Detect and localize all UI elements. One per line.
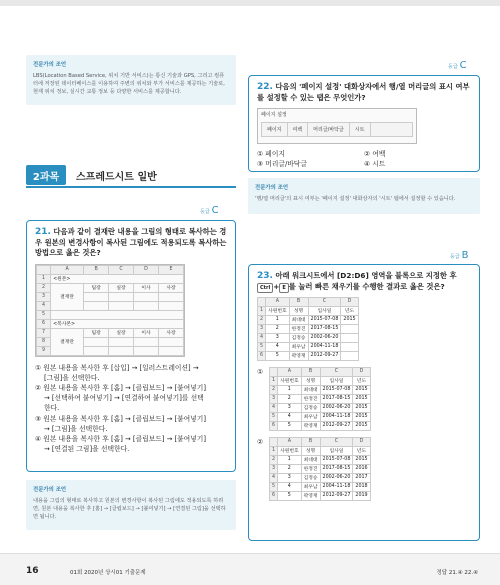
q23-grade: 등급 B (450, 250, 469, 261)
tab-sheet[interactable]: 시트 (350, 123, 371, 136)
footer-title: 01회 2020년 상시01 기출문제 (70, 570, 146, 576)
tip-title: 전문가의 조언 (255, 185, 289, 191)
tip-bottom (26, 480, 236, 530)
q21-sheet-image: A B C D E 1 <원본> 2 결재란 팀장 실장 이사 사장 3 4 5 6 <복사본> 7 결재란 팀장 실장 이사 사장 8 9 (35, 264, 185, 357)
q22-option-2[interactable]: ② 여백 (364, 150, 386, 158)
tip-title: 전문가의 조언 (33, 487, 67, 493)
tip-title: 전문가의 조언 (33, 62, 67, 68)
q22-grade: 등급 C (448, 60, 467, 71)
tab-margins[interactable]: 여백 (288, 123, 309, 136)
question-22 (248, 75, 480, 172)
tab-header-footer[interactable]: 머리글/바닥글 (308, 123, 350, 136)
page-number: 16 (26, 566, 39, 576)
question-23 (248, 264, 480, 541)
q22-option-3[interactable]: ③ 머리글/바닥글 (257, 160, 307, 169)
q21-grade: 등급 C (200, 205, 219, 216)
q21-option-1[interactable]: ① 원본 내용을 복사한 후 [삽입] → [일러스트레이션] → [그림]을 선택한다. (35, 363, 199, 382)
q22-option-4[interactable]: ④ 시트 (364, 160, 386, 169)
q23-option-1[interactable]: ① A B C D 1 사원번호 성명 입사일 년도 2 1 최대대 2015-07-08 2015 3 2 한정진 2017-08-15 2015 4 3 김정승 2002-06-20 2015 5 4 최우남 2004-11-18 2015 6 5 곽영재 2012-09-27 2015 (257, 367, 471, 431)
q22-title: 22. 다음의 '페이지 설정' 대화상자에서 행/열 머리글의 표시 여부를 설정할 수 있는 탭은 무엇인가? (257, 82, 470, 102)
q23-title: 23. 아래 워크시트에서 [D2:D6] 영역을 블록으로 지정한 후 Ctrl + E 를 눌러 빠른 채우기를 수행한 결과로 옳은 것은? (257, 271, 457, 291)
q22-options (257, 149, 471, 169)
q21-option-4[interactable]: ④ 원본 내용을 복사한 후 [홈] → [클립보드] → [붙여넣기] → [연결된 그림]을 선택한다. (35, 434, 207, 454)
dialog-tabs (261, 122, 413, 137)
subject-name: 스프레드시트 일반 (76, 171, 157, 183)
ctrl-key: Ctrl (257, 283, 273, 293)
question-21 (26, 220, 236, 472)
tip-top (26, 55, 236, 105)
q21-option-2[interactable]: ② 원본 내용을 복사한 후 [홈] → [클립보드] → [붙여넣기] → [선택하여 붙여넣기] → [연결하여 붙여넣기]를 선택 한다. (35, 383, 207, 413)
subject-number: 2과목 (26, 165, 66, 185)
q23-option-2[interactable]: ② A B C D 1 사원번호 성명 입사일 년도 2 1 최대대 2015-07-08 2015 3 2 한정진 2017-08-15 2016 4 3 김정승 2002-06-20 2017 5 4 최우남 2004-11-18 2018 6 5 곽영재 2012-09-27 2019 (257, 437, 471, 501)
page-setup-dialog (257, 108, 417, 144)
subject-header (26, 164, 236, 188)
tip-text: '행/열 머리글'의 표시 여부는 '페이지 설정' 대화상자의 '시트' 탭에서 설정할 수 있습니다. (255, 196, 456, 202)
tip-text: 내용을 그림의 형태로 복사하고 원본의 변경사항이 복사된 그림에도 적용되도록 하려면, 원본 내용을 복사한 후 [홈] → [클립보드] → [붙여넣기] → [연결된 그림]을 선택하면 됩니다. (33, 498, 226, 520)
page-footer (0, 553, 500, 585)
dialog-title: 페이지 설정 (261, 112, 287, 118)
tab-page[interactable]: 페이지 (262, 123, 288, 136)
q23-sheet: A B C D 1 사원번호 성명 입사일 년도 2 1 최대대 2015-07-08 2015 3 2 한정진 2017-08-15 4 3 김정승 2002-06-20 5 4 최우남 2004-11-18 6 5 곽영재 2012-09-27 (257, 297, 359, 361)
top-stripe (0, 0, 500, 6)
tip-right (248, 178, 480, 214)
answer-key: 정답 21.④ 22.④ (436, 570, 478, 576)
e-key: E (279, 283, 288, 293)
tip-text: LBS(Location Based Service, 위치 기반 서비스)는 통신 기술과 GPS, 그리고 컴퓨터에 저장된 데이터베이스를 이용하여 주변의 위치와 부가 서비스를 제공하는 기술로, 현재 위치 정보, 실시간 교통 정보 등 다양한 서비스를 제공합니다. (33, 73, 225, 95)
q22-option-1[interactable]: ① 페이지 (257, 150, 285, 158)
q21-title: 21. 다음과 같이 결재란 내용을 그림의 형태로 복사하는 경우 원본의 변경사항이 복사된 그림에도 적용되도록 복사하는 방법으로 옳은 것은? (35, 227, 227, 257)
q21-option-3[interactable]: ③ 원본 내용을 복사한 후 [홈] → [클립보드] → [붙여넣기] → [그림]을 선택한다. (35, 414, 207, 433)
